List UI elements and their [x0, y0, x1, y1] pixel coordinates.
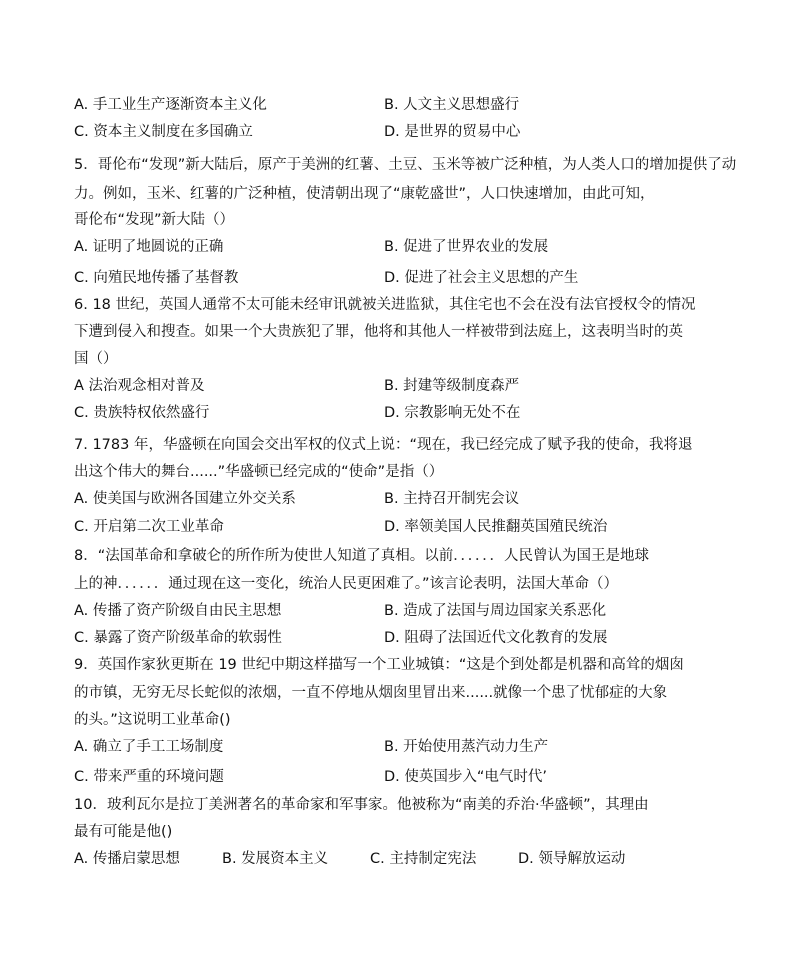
q7-stem-line-1: 7. 1783 年，华盛顿在向国会交出军权的仪式上说：“现在，我已经完成了赋予我的使命，我将退 [74, 437, 693, 453]
q8-option-a: A. 传播了资产阶级自由民主思想 [74, 603, 282, 619]
q10-option-d: D. 领导解放运动 [518, 851, 626, 867]
q6-option-b: B. 封建等级制度森严 [384, 378, 520, 394]
q6-option-d: D. 宗教影响无处不在 [384, 405, 521, 421]
q7-option-b: B. 主持召开制宪会议 [384, 491, 520, 507]
q5-stem-line-1: 5．哥伦布“发现”新大陆后，原产于美洲的红薯、土豆、玉米等被广泛种植，为人类人口的增加提供了动 [74, 157, 737, 173]
q9-option-b: B. 开始使用蒸汽动力生产 [384, 739, 549, 755]
q5-option-a: A. 证明了地圆说的正确 [74, 239, 224, 255]
q9-stem-line-1: 9．英国作家狄更斯在 19 世纪中期这样描写一个工业城镇：“这是个到处都是机器和高耸的烟囱 [74, 657, 684, 673]
q9-option-a: A. 确立了手工工场制度 [74, 739, 224, 755]
q8-option-c: C. 暴露了资产阶级革命的软弱性 [74, 630, 282, 646]
q6-option-a: A 法治观念相对普及 [74, 378, 205, 394]
q4-option-a: A. 手工业生产逐渐资本主义化 [74, 97, 267, 113]
q10-option-a: A. 传播启蒙思想 [74, 851, 180, 867]
q10-option-b: B. 发展资本主义 [222, 851, 329, 867]
q6-stem-line-2: 下遭到侵入和搜查。如果一个大贵族犯了罪，他将和其他人一样被带到法庭上，这表明当时的英 [74, 324, 683, 340]
q6-stem-line-3: 国（） [74, 351, 118, 367]
q9-stem-line-2: 的市镇，无穷无尽长蛇似的浓烟，一直不停地从烟囱里冒出来......就像一个患了忧郁症的大象 [74, 685, 668, 701]
q7-stem-line-2: 出这个伟大的舞台......”华盛顿已经完成的“使命”是指（） [74, 464, 444, 480]
q9-option-d: D. 使英国步入“电气时代’ [384, 769, 548, 785]
q9-stem-line-3: 的头。”这说明工业革命() [74, 712, 231, 728]
q10-stem-line-1: 10．玻利瓦尔是拉丁美洲著名的革命家和军事家。他被称为“南美的乔治·华盛顿”，其理由 [74, 797, 649, 813]
q8-option-d: D. 阻碍了法国近代文化教育的发展 [384, 630, 608, 646]
q8-stem-line-2: 上的神．．．．．．通过现在这一变化，统治人民更困难了。”该言论表明，法国大革命（） [74, 576, 619, 592]
q5-option-d: D. 促进了社会主义思想的产生 [384, 270, 579, 286]
q4-option-c: C. 资本主义制度在多国确立 [74, 124, 253, 140]
q7-option-a: A. 使美国与欧洲各国建立外交关系 [74, 491, 296, 507]
q10-option-c: C. 主持制定宪法 [370, 851, 477, 867]
q9-option-c: C. 带来严重的环境问题 [74, 769, 224, 785]
q5-stem-line-2: 力。例如，玉米、红薯的广泛种植，使清朝出现了“康乾盛世”，人口快速增加，由此可知， [74, 186, 655, 202]
q5-stem-line-3: 哥伦布“发现”新大陆（） [74, 212, 235, 228]
q4-option-d: D. 是世界的贸易中心 [384, 124, 521, 140]
q10-stem-line-2: 最有可能是他() [74, 824, 173, 840]
q8-option-b: B. 造成了法国与周边国家关系恶化 [384, 603, 607, 619]
q7-option-d: D. 率领美国人民推翻英国殖民统治 [384, 519, 608, 535]
q6-option-c: C. 贵族特权依然盛行 [74, 405, 210, 421]
q5-option-b: B. 促进了世界农业的发展 [384, 239, 549, 255]
q4-option-b: B. 人文主义思想盛行 [384, 97, 520, 113]
q7-option-c: C. 开启第二次工业革命 [74, 519, 224, 535]
q6-stem-line-1: 6. 18 世纪，英国人通常不太可能未经审讯就被关进监狱，其住宅也不会在没有法官授权令的情况 [74, 297, 696, 313]
q8-stem-line-1: 8．“法国革命和拿破仑的所作所为使世人知道了真相。以前．．．．．．人民曾认为国王是地球 [74, 548, 649, 564]
q5-option-c: C. 向殖民地传播了基督教 [74, 270, 239, 286]
